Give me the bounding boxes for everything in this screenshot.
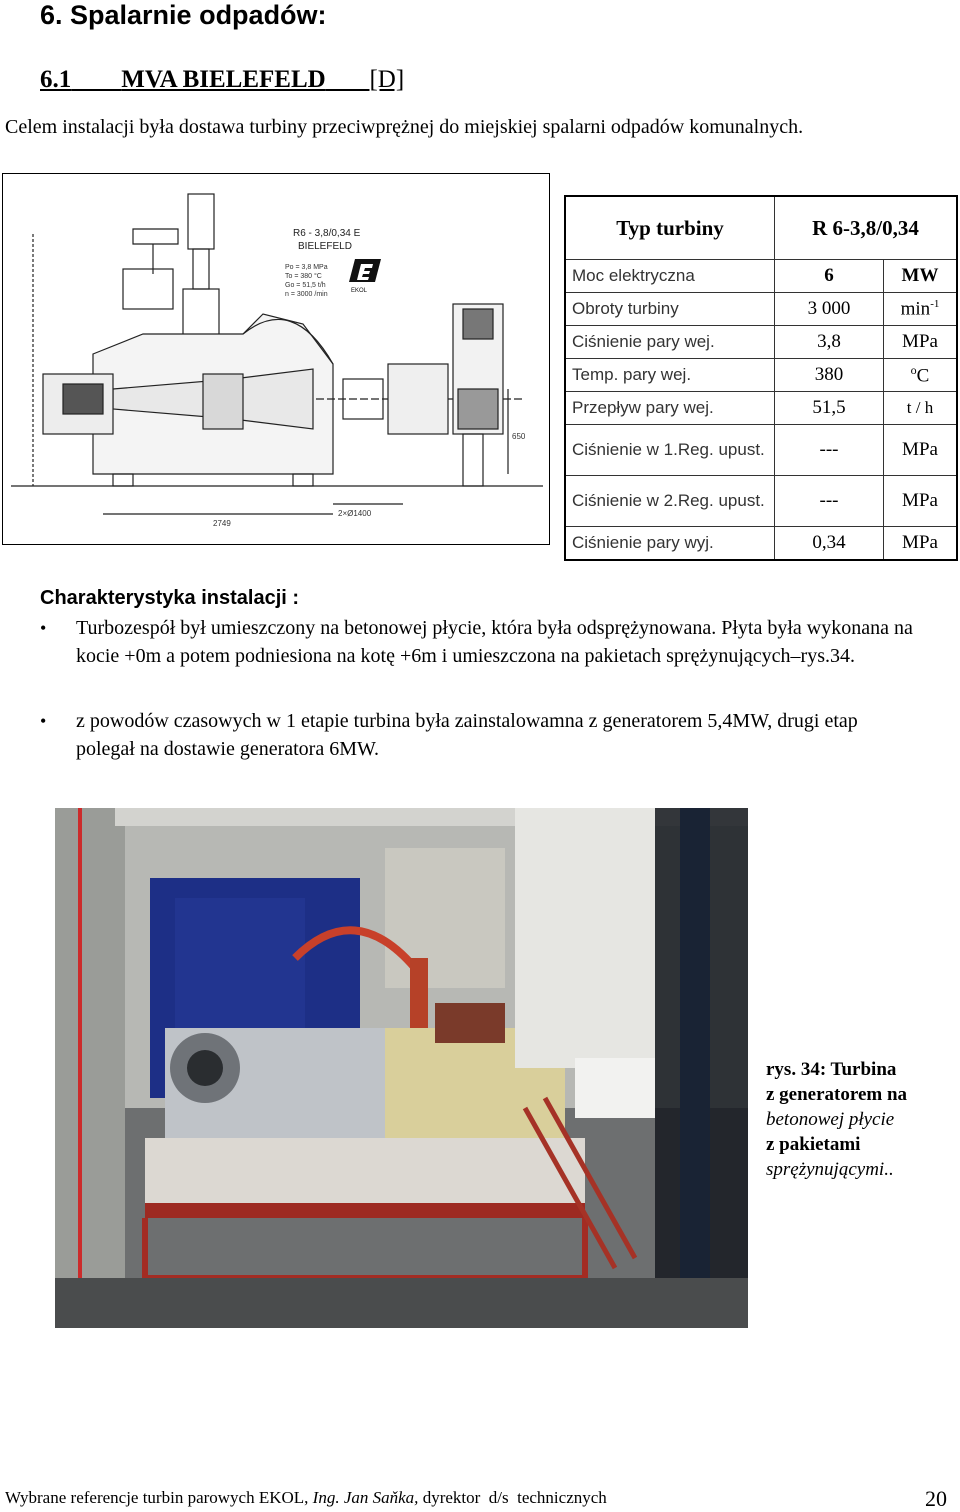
drawing-param: n = 3000 /min bbox=[285, 291, 328, 298]
spec-value: --- bbox=[775, 476, 884, 527]
bullet-item bbox=[40, 614, 920, 670]
drawing-label-type: R6 - 3,8/0,34 E bbox=[293, 228, 361, 239]
characteristics-title: Charakterystyka instalacji : bbox=[40, 587, 300, 609]
spec-header-label: Typ turbiny bbox=[565, 196, 775, 260]
spec-label: Ciśnienie w 1.Reg. upust. bbox=[565, 425, 775, 476]
drawing-dim: 650 bbox=[512, 432, 526, 441]
drawing-param: Po = 3,8 MPa bbox=[285, 264, 328, 271]
section-heading bbox=[40, 66, 404, 94]
spec-value: 51,5 bbox=[775, 392, 884, 425]
spec-label: Ciśnienie pary wej. bbox=[565, 326, 775, 359]
spec-row bbox=[565, 260, 957, 293]
spec-value: 6 bbox=[775, 260, 884, 293]
spec-row bbox=[565, 425, 957, 476]
footer-author: Ing. Jan Saňka, bbox=[312, 1488, 419, 1507]
spec-value: 0,34 bbox=[775, 527, 884, 561]
caption-line: betonowej płycie bbox=[766, 1109, 895, 1130]
spec-label: Przepływ pary wej. bbox=[565, 392, 775, 425]
turbine-spec-table bbox=[564, 195, 958, 561]
caption-line: sprężynującymi.. bbox=[766, 1159, 894, 1180]
spec-header-value: R 6-3,8/0,34 bbox=[775, 196, 958, 260]
turbine-photo-svg bbox=[55, 808, 748, 1328]
page-number: 20 bbox=[925, 1486, 947, 1511]
ekol-logo-text: EKOL bbox=[351, 288, 368, 294]
spec-value: 3,8 bbox=[775, 326, 884, 359]
drawing-param: Go = 51,5 t/h bbox=[285, 282, 326, 289]
spec-unit-cell bbox=[884, 293, 958, 326]
ekol-logo bbox=[349, 259, 381, 294]
bullet-text: z powodów czasowych w 1 etapie turbina była zainstalowamna z generatorem 5,4MW, drugi etap polegał na dostawie generatora 6MW. bbox=[76, 710, 858, 760]
bullet-item bbox=[40, 707, 920, 763]
section-name: MVA BIELEFELD bbox=[121, 66, 326, 93]
spec-label: Moc elektryczna bbox=[565, 260, 775, 293]
spec-label: Temp. pary wej. bbox=[565, 359, 775, 392]
drawing-dim: 2749 bbox=[213, 519, 231, 528]
spec-row bbox=[565, 293, 957, 326]
spec-unit: MW bbox=[884, 260, 958, 293]
turbine-drawing bbox=[2, 173, 550, 545]
spec-row bbox=[565, 326, 957, 359]
caption-line: rys. 34: Turbina bbox=[766, 1059, 897, 1080]
footer-role: dyrektor d/s technicznych bbox=[418, 1488, 607, 1507]
spec-label: Ciśnienie pary wyj. bbox=[565, 527, 775, 561]
spec-value: 3 000 bbox=[775, 293, 884, 326]
footer-text: Wybrane referencje turbin parowych EKOL, bbox=[5, 1488, 313, 1507]
spec-unit: t / h bbox=[884, 392, 958, 425]
turbine-drawing-svg bbox=[3, 174, 549, 544]
spec-unit: MPa bbox=[884, 326, 958, 359]
page-heading: 6. Spalarnie odpadów: bbox=[40, 0, 327, 30]
spec-unit: MPa bbox=[884, 476, 958, 527]
spec-unit: C bbox=[916, 365, 930, 387]
spec-header-row bbox=[565, 196, 957, 260]
spec-row bbox=[565, 527, 957, 561]
drawing-param: To = 380 °C bbox=[285, 273, 322, 280]
turbine-photo bbox=[55, 808, 748, 1328]
spec-value: 380 bbox=[775, 359, 884, 392]
spec-unit: MPa bbox=[884, 425, 958, 476]
spec-unit: min bbox=[900, 298, 931, 320]
spec-value: --- bbox=[775, 425, 884, 476]
section-number: 6.1 bbox=[40, 66, 72, 93]
spec-row bbox=[565, 392, 957, 425]
spec-label: Ciśnienie w 2.Reg. upust. bbox=[565, 476, 775, 527]
section-tag: [D] bbox=[369, 66, 405, 93]
drawing-dim: 2×Ø1400 bbox=[338, 509, 372, 518]
spec-row bbox=[565, 476, 957, 527]
bullet-dot-icon: • bbox=[40, 618, 47, 638]
bullet-text: Turbozespół był umieszczony na betonowej płycie, która była odsprężynowana. Płyta była wykonana na kocie +0m a potem podniesiona na kotę +6m i umieszczona na pakietach sprężynujących–rys.34. bbox=[76, 617, 913, 667]
spec-unit-pre: o bbox=[910, 362, 917, 377]
spec-unit-sup: -1 bbox=[930, 297, 940, 310]
spec-unit: MPa bbox=[884, 527, 958, 561]
spec-row bbox=[565, 359, 957, 392]
photo-caption bbox=[766, 1057, 956, 1182]
caption-line: z pakietami bbox=[766, 1134, 861, 1155]
spec-unit-cell bbox=[884, 359, 958, 392]
caption-line: z generatorem na bbox=[766, 1084, 908, 1105]
intro-paragraph: Celem instalacji była dostawa turbiny przeciwprężnej do miejskiej spalarni odpadów komunalnych. bbox=[5, 116, 804, 138]
spec-label: Obroty turbiny bbox=[565, 293, 775, 326]
page-footer bbox=[5, 1488, 607, 1508]
bullet-dot-icon: • bbox=[40, 711, 47, 731]
drawing-label-site: BIELEFELD bbox=[298, 241, 352, 252]
